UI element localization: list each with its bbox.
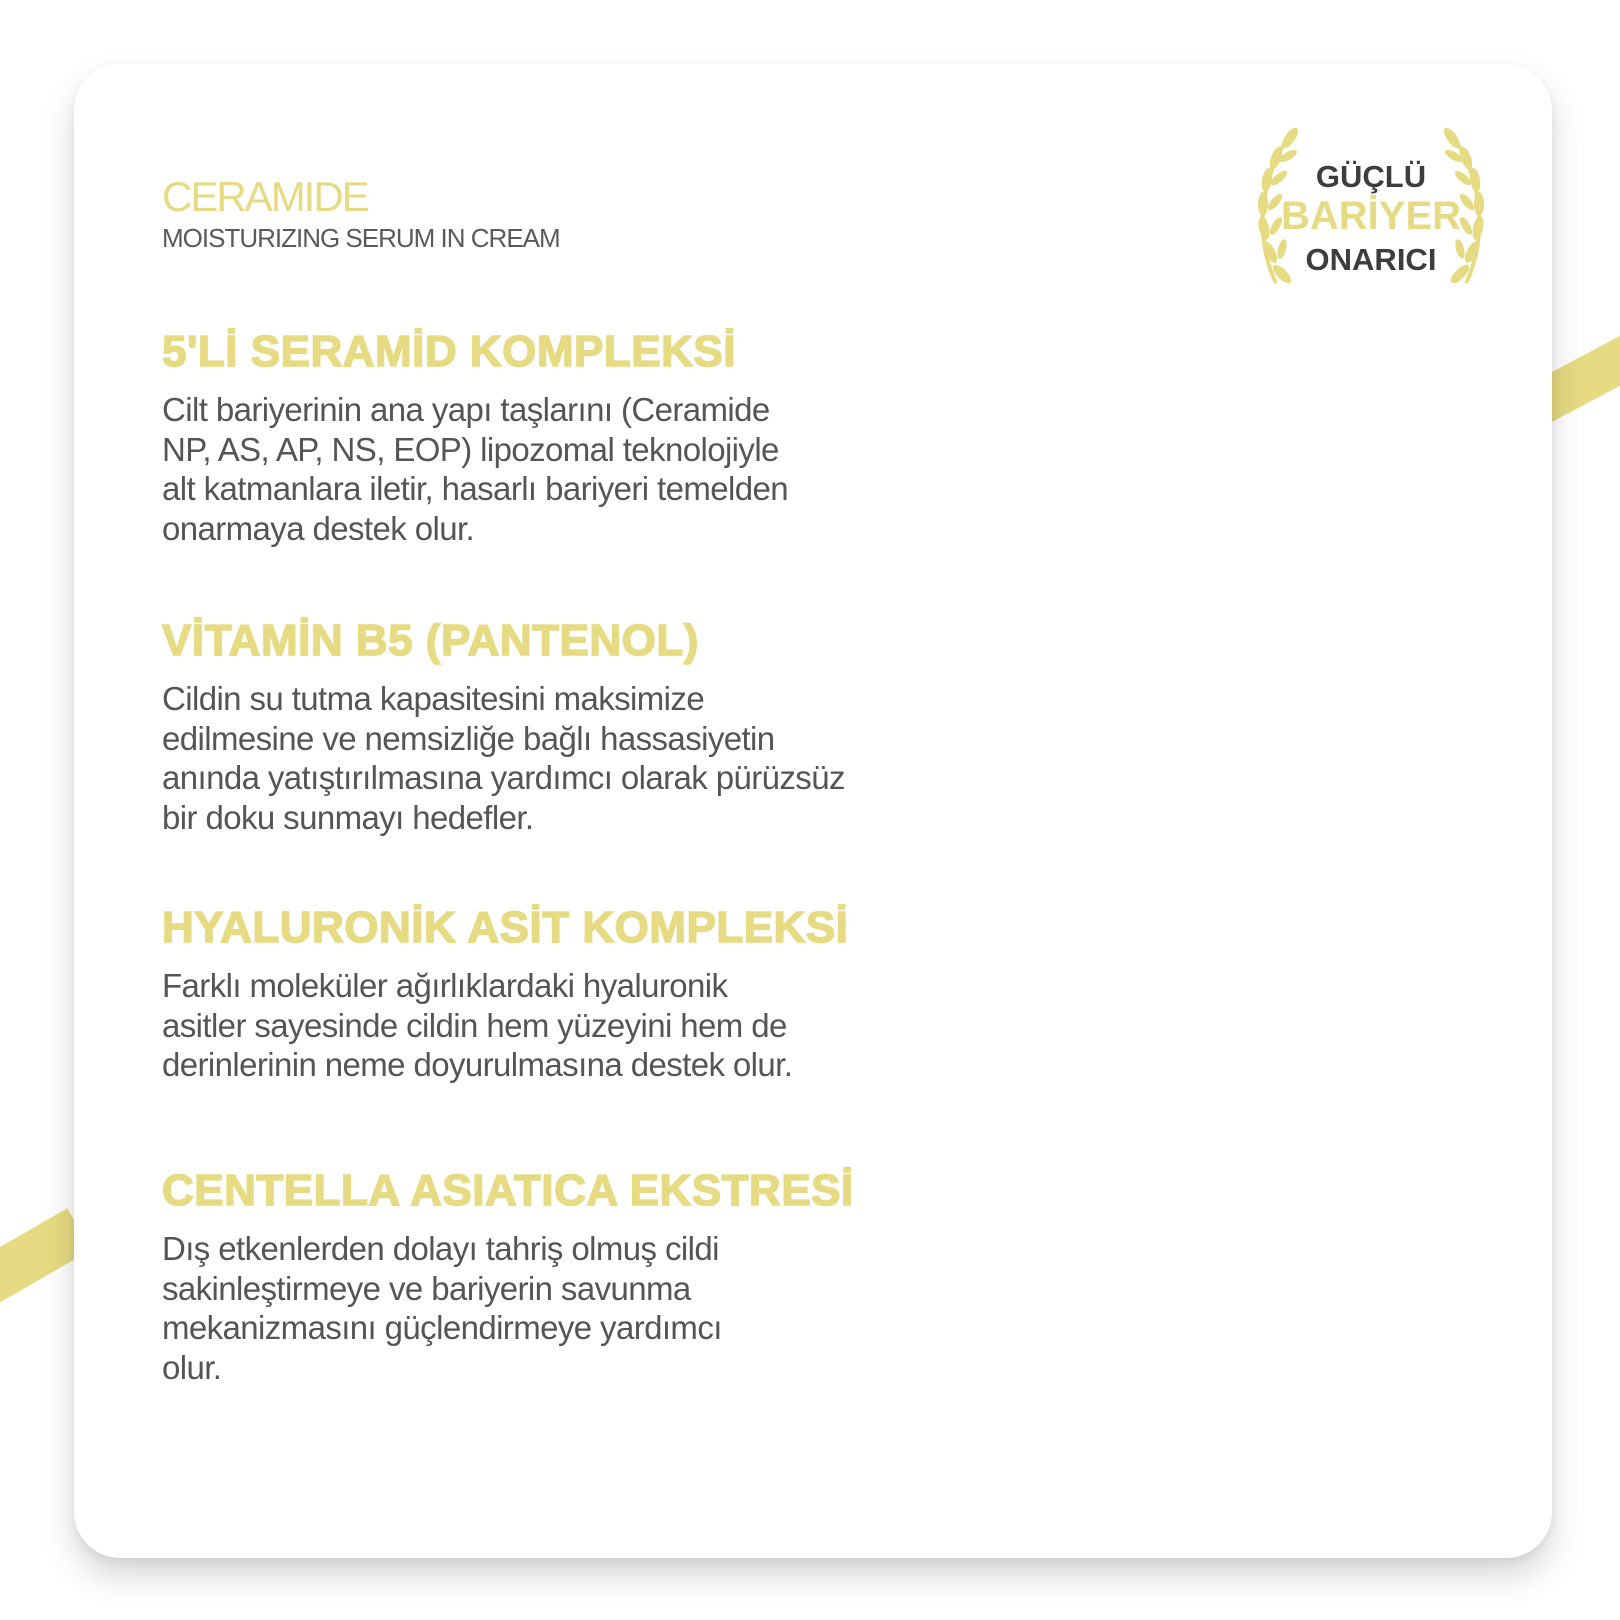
body-line: mekanizmasını güçlendirmeye yardımcı <box>162 1309 722 1346</box>
badge-line-1: GÜÇLÜ <box>1315 159 1427 194</box>
badge-line-3: ONARICI <box>1305 242 1437 277</box>
info-card <box>74 64 1552 1558</box>
ingredient-section-centella <box>162 1166 854 1387</box>
brand-subtitle: MOISTURIZING SERUM IN CREAM <box>162 223 560 253</box>
body-line: onarmaya destek olur. <box>162 509 475 547</box>
body-line: Farklı moleküler ağırlıklardaki hyaluronik <box>162 967 728 1004</box>
brand-title: CERAMIDE <box>162 173 368 220</box>
body-line: olur. <box>162 1348 222 1386</box>
body-line: edilmesine ve nemsizliğe bağlı hassasiyetin <box>162 719 775 757</box>
body-line: asitler sayesinde cildin hem yüzeyini hem de <box>162 1006 787 1044</box>
barrier-badge <box>1246 118 1496 293</box>
body-line: sakinleştirmeye ve bariyerin savunma <box>162 1269 691 1307</box>
body-line: anında yatıştırılmasına yardımcı olarak pürüzsüz <box>162 759 845 796</box>
ingredient-section-hyaluronic <box>162 903 849 1085</box>
body-line: NP, AS, AP, NS, EOP) lipozomal teknolojiyle <box>162 430 779 468</box>
section-heading: HYALURONİK ASİT KOMPLEKSİ <box>162 903 849 952</box>
section-heading: VİTAMİN B5 (PANTENOL) <box>162 616 699 665</box>
badge-line-2: BARİYER <box>1280 194 1462 238</box>
body-line: derinlerinin neme doyurulmasına destek olur. <box>162 1046 793 1083</box>
body-line: alt katmanlara iletir, hasarlı bariyeri temelden <box>162 470 788 507</box>
ingredient-section-panthenol <box>162 616 845 837</box>
body-line: Dış etkenlerden dolayı tahriş olmuş cildi <box>162 1230 719 1267</box>
ingredient-section-ceramide <box>162 327 788 548</box>
section-heading: CENTELLA ASIATICA EKSTRESİ <box>162 1166 854 1215</box>
body-line: Cilt bariyerinin ana yapı taşlarını (Ceramide <box>162 391 770 428</box>
body-line: bir doku sunmayı hedefler. <box>162 798 534 836</box>
section-body <box>162 679 845 837</box>
section-body <box>162 390 788 548</box>
body-line: Cildin su tutma kapasitesini maksimize <box>162 680 705 717</box>
section-body <box>162 966 848 1085</box>
section-body <box>162 1229 854 1387</box>
section-heading: 5'Lİ SERAMİD KOMPLEKSİ <box>162 327 736 376</box>
brand-header <box>162 173 560 253</box>
